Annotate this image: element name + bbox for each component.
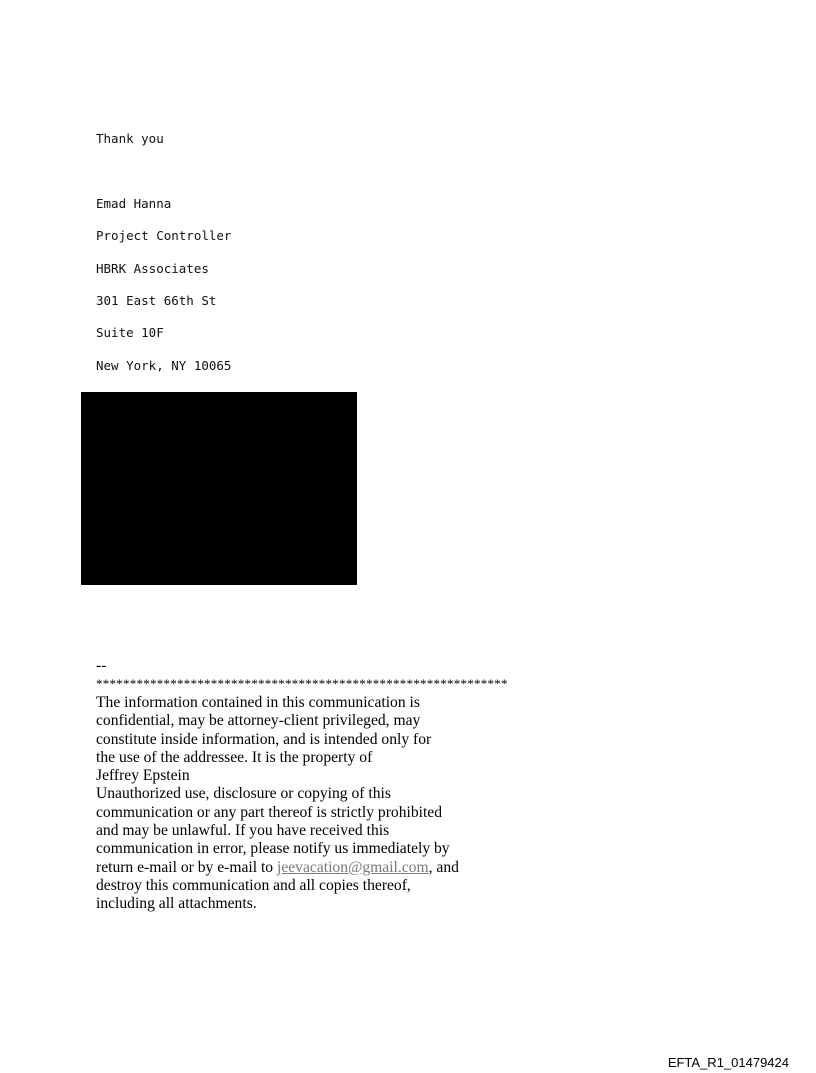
separator-stars: ************************************************************* bbox=[96, 676, 508, 691]
signature-name: Emad Hanna bbox=[96, 196, 172, 211]
disclaimer-line: constitute inside information, and is intended only for bbox=[96, 730, 432, 748]
disclaimer-line: including all attachments. bbox=[96, 895, 257, 913]
disclaimer-line: and may be unlawful. If you have received this bbox=[96, 822, 390, 840]
email-link[interactable]: jeevacation@gmail.com bbox=[277, 858, 429, 876]
disclaimer-line: confidential, may be attorney-client privileged, may bbox=[96, 712, 421, 730]
redaction-block bbox=[81, 392, 357, 585]
disclaimer-line: the use of the addressee. It is the property of bbox=[96, 748, 373, 766]
signature-city-state-zip: New York, NY 10065 bbox=[96, 358, 232, 373]
bates-number: EFTA_R1_01479424 bbox=[667, 1055, 789, 1070]
email-line-suffix: , and bbox=[428, 858, 459, 876]
disclaimer-line: Jeffrey Epstein bbox=[96, 767, 190, 785]
disclaimer-email-line bbox=[96, 859, 616, 877]
disclaimer-line: communication in error, please notify us immediately by bbox=[96, 840, 450, 858]
disclaimer-line: communication or any part thereof is strictly prohibited bbox=[96, 803, 443, 821]
separator-dashes: -- bbox=[96, 657, 107, 674]
disclaimer bbox=[96, 658, 616, 914]
disclaimer-line: The information contained in this communication is bbox=[96, 694, 420, 711]
disclaimer-line: Unauthorized use, disclosure or copying of this bbox=[96, 785, 391, 803]
email-line-prefix: return e-mail or by e-mail to bbox=[96, 858, 277, 876]
signature-address-line1: 301 East 66th St bbox=[96, 293, 217, 308]
disclaimer-line: destroy this communication and all copies thereof, bbox=[96, 876, 411, 894]
signature-company: HBRK Associates bbox=[96, 261, 209, 276]
signature-address-line2: Suite 10F bbox=[96, 325, 164, 340]
signature-title: Project Controller bbox=[96, 228, 232, 243]
signature-thanks: Thank you bbox=[96, 131, 164, 146]
